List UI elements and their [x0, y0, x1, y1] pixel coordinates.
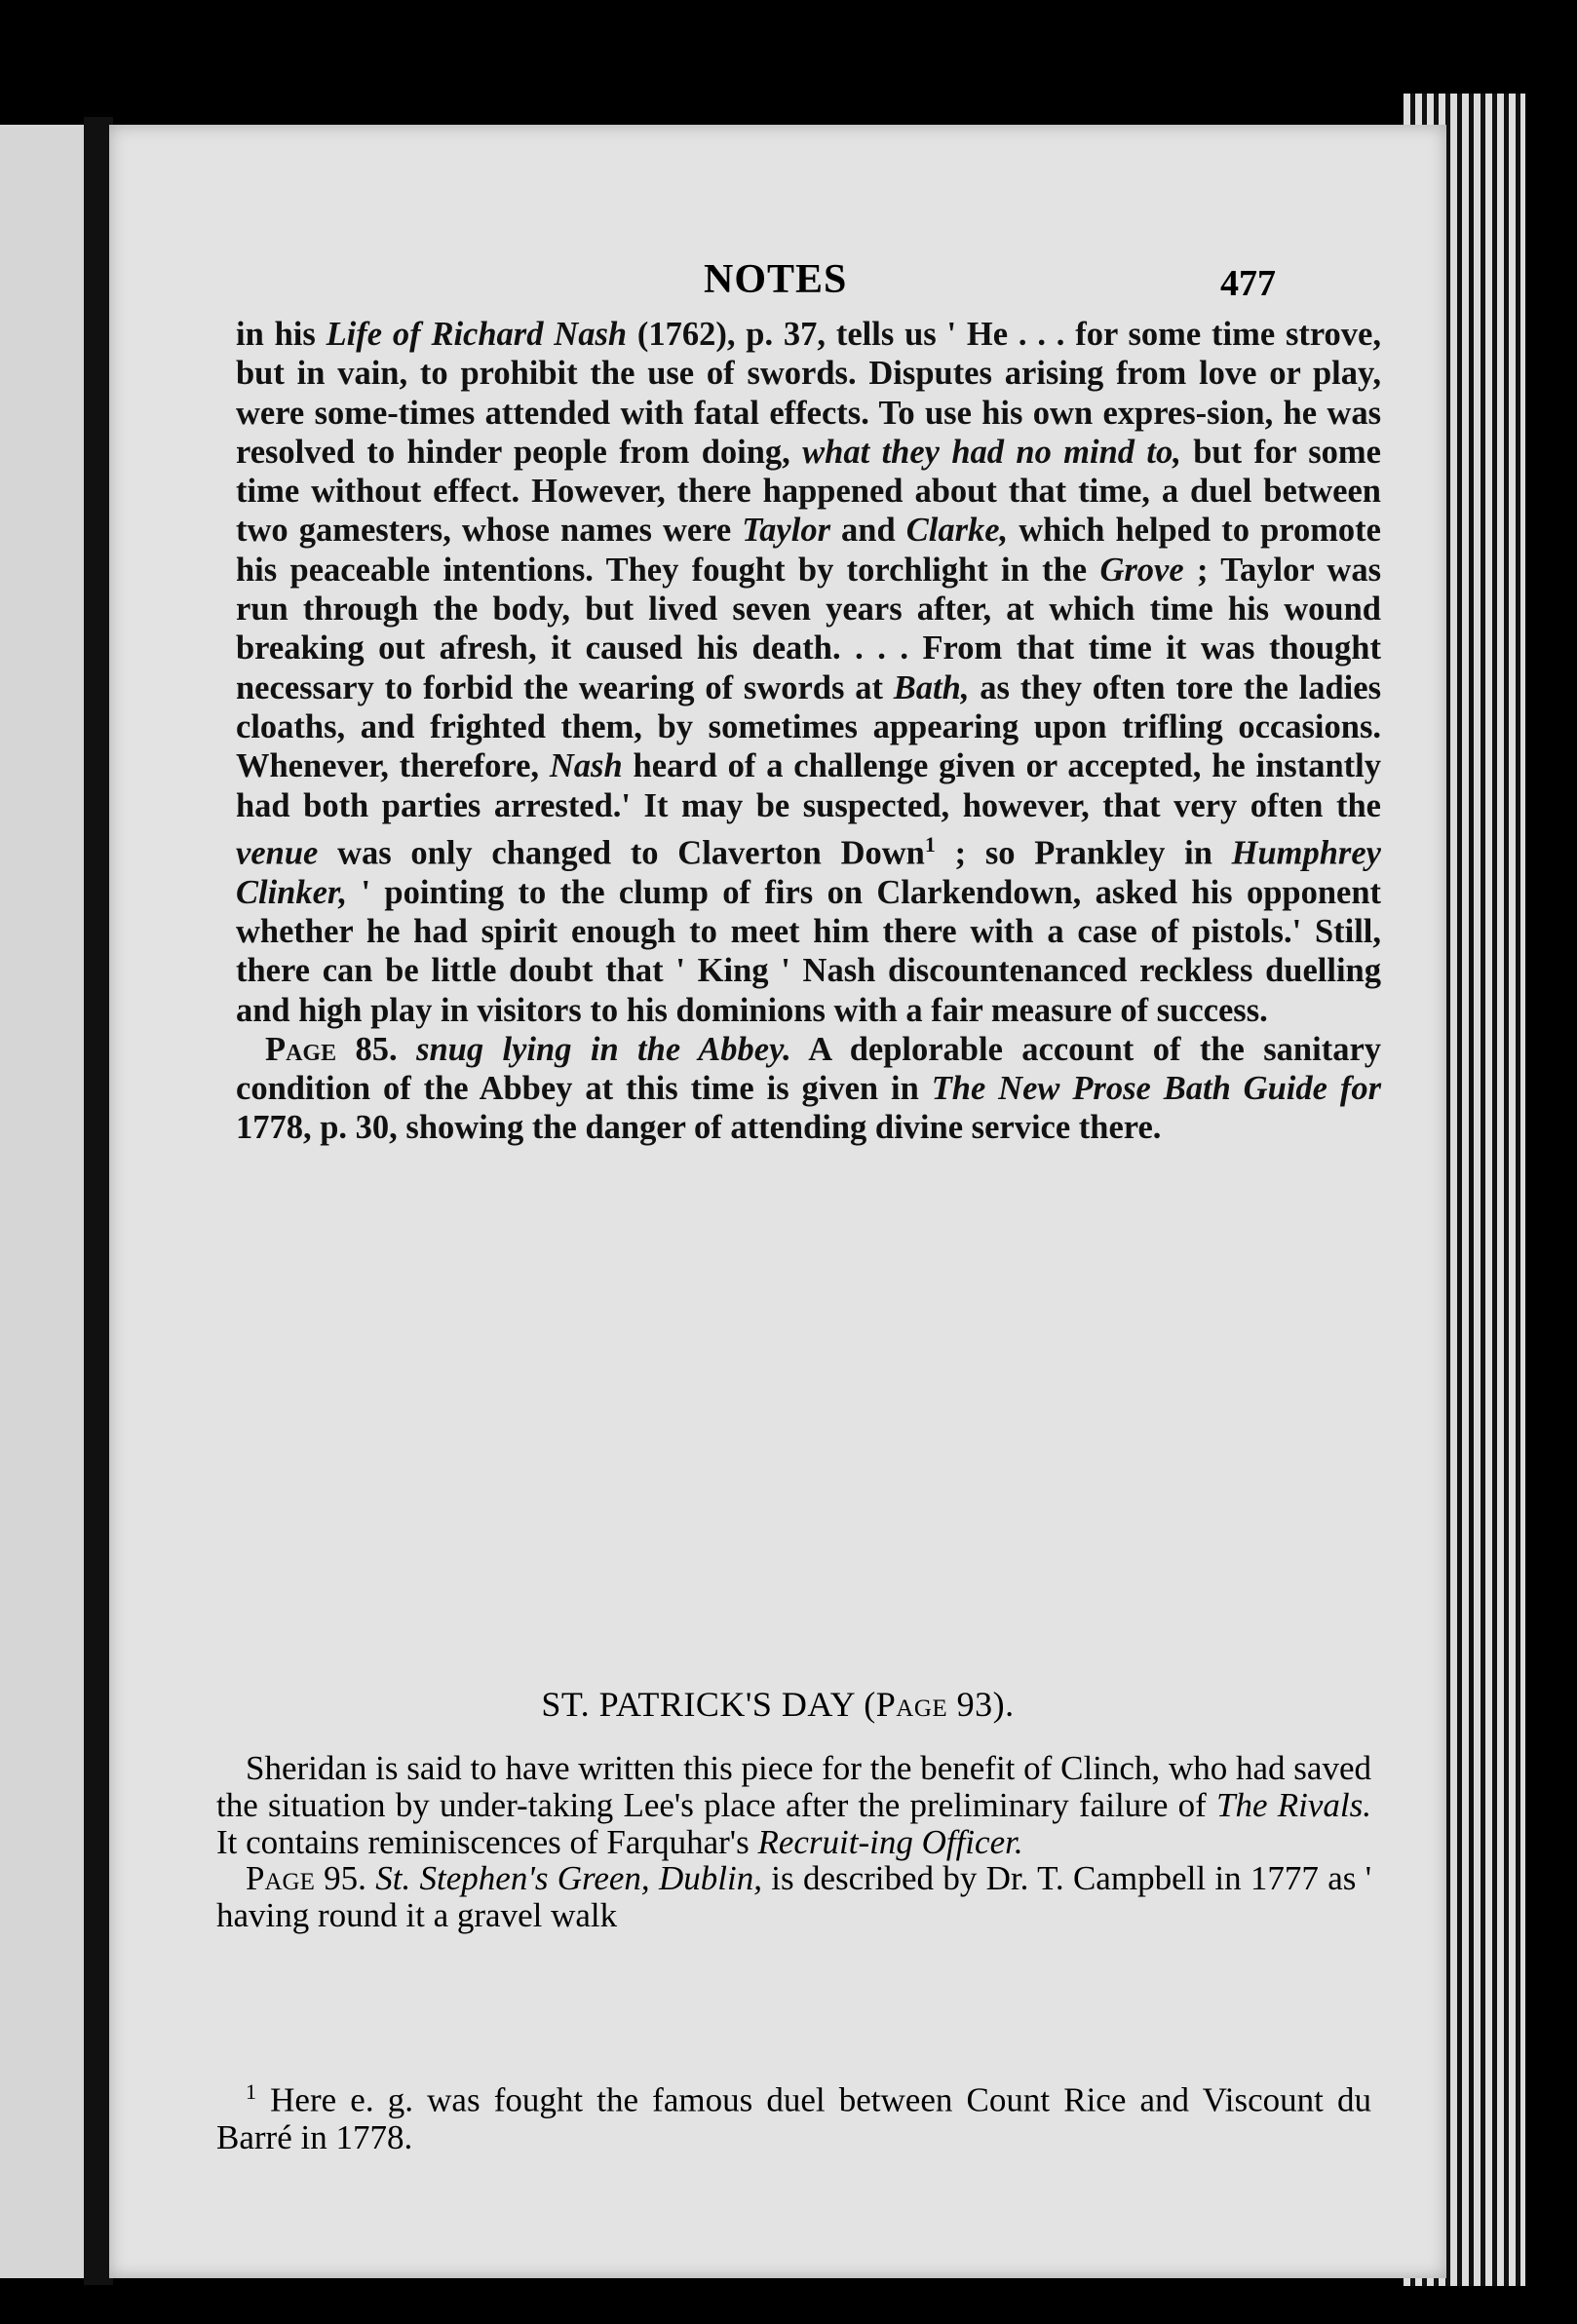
- text-run: 85.: [336, 1030, 417, 1068]
- footnote-paragraph: [216, 2074, 1371, 2156]
- italic-run: Bath,: [893, 668, 970, 706]
- italic-run: Taylor: [742, 512, 830, 550]
- italic-run: Humphrey Clinker,: [236, 834, 1381, 911]
- footnote-marker: 1: [246, 2079, 256, 2104]
- text-run: but for some time without effect. However, there happened about that time, a duel between two gamesters, whose names were: [236, 433, 1381, 550]
- italic-run: Clarke,: [905, 512, 1009, 550]
- italic-run: The Rivals.: [1216, 1785, 1371, 1824]
- section-text: [216, 1750, 1371, 1934]
- small-caps-run: Page: [265, 1030, 337, 1068]
- section-heading-title: ST. PATRICK'S DAY (: [541, 1685, 876, 1724]
- paragraph: [236, 1030, 1381, 1148]
- footnote: [216, 2074, 1371, 2156]
- page-header: [109, 256, 1446, 315]
- italic-run: St. Stephen's Green, Dublin,: [375, 1859, 762, 1898]
- text-run: ; Taylor was run through the body, but lived seven years after, at which time his wound breaking out afresh, it caused his death. . . . From that time it was thought necessary to forbid the wearing of swords at: [236, 551, 1381, 706]
- italic-run: Grove: [1099, 551, 1184, 589]
- running-head: NOTES: [704, 257, 848, 302]
- text-run: A deplorable account of the sanitary condition of the Abbey at this time is given in: [236, 1030, 1382, 1108]
- small-caps-run: Page: [246, 1859, 315, 1898]
- text-run: (1762), p. 37, tells us ' He . . . for some time strove, but in vain, to prohibit the use of swords. Disputes arising from love or play, were some-times attended with fatal effects. To use his own expres-sion, he was resolved to hinder people from doing,: [236, 316, 1381, 471]
- italic-run: Life of Richard Nash: [326, 316, 628, 353]
- page-number: 477: [1220, 263, 1276, 304]
- text-run: and: [830, 512, 906, 550]
- text-run: in his: [236, 316, 327, 353]
- text-run: is described by Dr. T. Campbell in 1777 as ' having round it a gravel walk: [216, 1859, 1372, 1935]
- text-run: It contains reminiscences of Farquhar's: [216, 1822, 758, 1861]
- italic-run: venue: [236, 834, 319, 872]
- paragraph: [216, 1750, 1371, 1860]
- italic-run: Nash: [549, 747, 623, 785]
- footnote-reference: 1: [924, 831, 936, 857]
- facing-page-edge: [0, 125, 94, 2278]
- text-run: was only changed to Claverton Down: [318, 834, 925, 872]
- text-run: heard of a challenge given or accepted, he instantly had both parties arrested.' It may be suspected, however, that very often the: [236, 747, 1381, 824]
- section-heading: [109, 1684, 1446, 1725]
- italic-run: snug lying in the Abbey.: [416, 1030, 791, 1068]
- text-run: 1778, p. 30, showing the danger of attending divine service there.: [236, 1109, 1162, 1147]
- italic-run: what they had no mind to,: [802, 433, 1181, 471]
- italic-run: The New Prose Bath Guide for: [931, 1070, 1381, 1108]
- section-heading-page-number: 93).: [947, 1685, 1015, 1724]
- italic-run: Recruit-ing Officer.: [757, 1822, 1023, 1861]
- footnote-text: Here e. g. was fought the famous duel between Count Rice and Viscount du Barré in 1778.: [216, 2080, 1371, 2156]
- text-run: Sheridan is said to have written this piece for the benefit of Clinch, who had saved the situation by under-taking Lee's place after the preliminary failure of: [216, 1749, 1371, 1824]
- text-run: ; so Prankley in: [935, 834, 1232, 872]
- text-run: as they often tore the ladies cloaths, and frighted them, by sometimes appearing upon trifling occasions. Whenever, therefore,: [236, 668, 1381, 785]
- text-run: 95.: [314, 1859, 376, 1898]
- paragraph: [216, 1860, 1371, 1934]
- text-run: ' pointing to the clump of firs on Clarkendown, asked his opponent whether he had spirit enough to meet him there with a case of pistols.' Still, there can be little doubt that ' King ' Nash discountenanced reckless duelling and high play in visitors to his dominions with a fair measure of success.: [236, 873, 1381, 1029]
- paragraph: [236, 315, 1381, 1030]
- section-heading-page-word: Page: [875, 1685, 948, 1724]
- text-run: which helped to promote his peaceable intentions. They fought by torchlight in the: [236, 512, 1381, 589]
- book-page: [109, 125, 1446, 2278]
- notes-text: [236, 315, 1381, 1148]
